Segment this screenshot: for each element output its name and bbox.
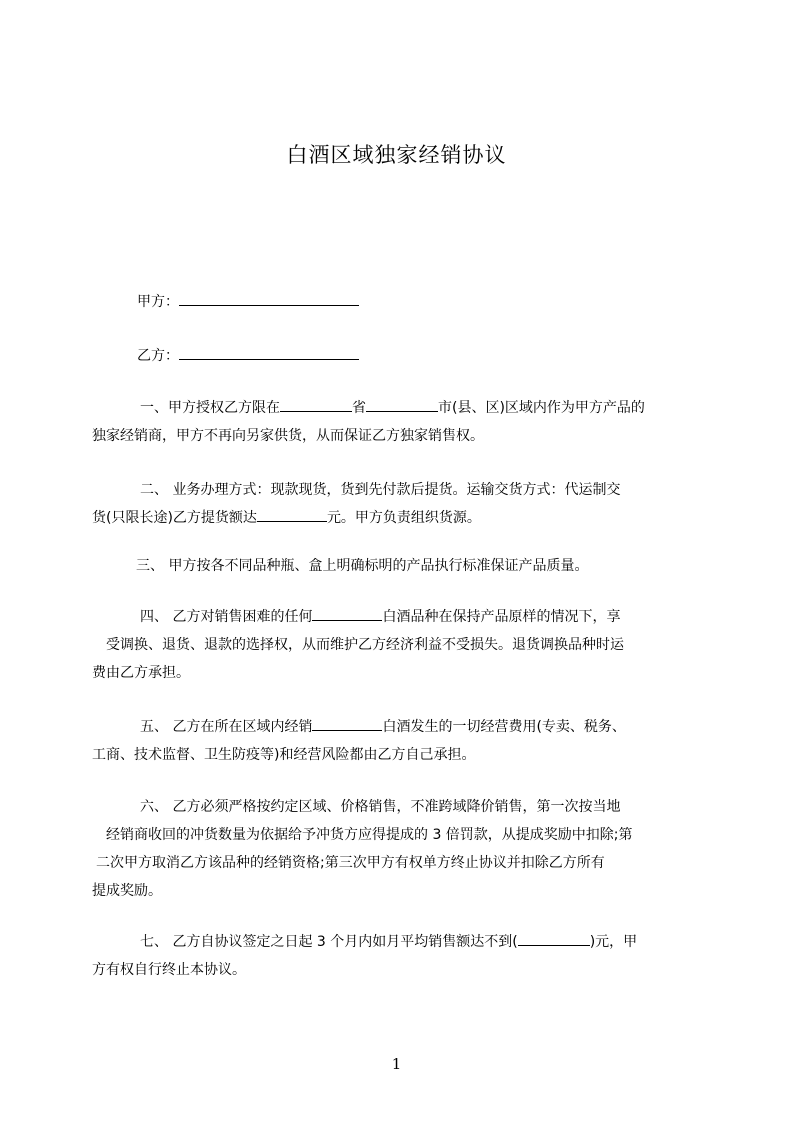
party-b-blank — [179, 345, 359, 360]
page-number: 1 — [391, 1055, 402, 1073]
clause-7-line-2: 方有权自行终止本协议。 — [92, 962, 246, 978]
party-a-label: 甲方： — [137, 294, 179, 310]
clause-6-line-3: 二次甲方取消乙方该品种的经销资格;第三次甲方有权单方终止协议并扣除乙方所有 — [96, 855, 605, 871]
party-b-row — [137, 345, 359, 366]
party-a-blank — [179, 291, 359, 306]
clause-6-line-2: 经销商收回的冲货数量为依据给予冲货方应得提成的 3 倍罚款，从提成奖励中扣除;第 — [106, 827, 633, 843]
clause-4-line-3: 费由乙方承担。 — [92, 665, 190, 681]
clause-2-text-b: 元。甲方负责组织货源。 — [326, 510, 481, 526]
clause-4-line-2: 受调换、退货、退款的选择权，从而维护乙方经济利益不受损失。退货调换品种时运 — [106, 637, 624, 653]
product-blank — [312, 606, 382, 621]
province-blank — [280, 397, 352, 412]
clause-4-text-b: 白酒品种在保持产品原样的情况下，享 — [382, 609, 621, 625]
clause-7-text-a: 七、 乙方自协议签定之日起 3 个月内如月平均销售额达不到( — [140, 934, 518, 950]
clause-4 — [92, 603, 700, 687]
clause-1-line-1 — [92, 394, 700, 422]
clause-6 — [92, 793, 700, 905]
amount-blank — [257, 507, 327, 522]
clause-2-line-1: 二、 业务办理方式：现款现货，货到先付款后提货。运输交货方式：代运制交 — [140, 482, 621, 498]
clause-7 — [92, 928, 700, 984]
liquor-blank — [312, 716, 382, 731]
clause-1 — [92, 394, 700, 450]
clause-7-text-b: )元，甲 — [589, 934, 638, 950]
clause-1-text-c: 市(县、区)区域内作为甲方产品的 — [438, 400, 645, 416]
party-a-row — [137, 291, 359, 312]
clause-2-line-2 — [92, 504, 700, 532]
clause-5-text-b: 白酒发生的一切经营费用(专卖、税务、 — [382, 719, 626, 735]
clause-1-text-b: 省 — [352, 400, 366, 416]
clause-5-text-a: 五、 乙方在所在区域内经销 — [140, 719, 313, 735]
clause-7-line-1 — [92, 928, 700, 956]
clause-1-text-a: 一、甲方授权乙方限在 — [140, 400, 280, 416]
clause-4-line-1 — [92, 603, 700, 631]
clause-3-line-1: 三、 甲方按各不同品种瓶、盒上明确标明的产品执行标准保证产品质量。 — [136, 558, 589, 574]
clause-1-line-2: 独家经销商，甲方不再向另家供货，从而保证乙方独家销售权。 — [92, 428, 484, 444]
city-blank — [366, 397, 438, 412]
clause-2 — [92, 476, 700, 532]
clause-2-text-a: 货(只限长途)乙方提货额达 — [92, 510, 257, 526]
clause-5-line-2: 工商、技术监督、卫生防疫等)和经营风险都由乙方自己承担。 — [92, 747, 476, 763]
party-b-label: 乙方： — [137, 348, 179, 364]
clause-5-line-1 — [92, 713, 700, 741]
clause-5 — [92, 713, 700, 769]
clause-3 — [92, 552, 700, 580]
clause-6-line-1: 六、 乙方必须严格按约定区域、价格销售，不准跨域降价销售，第一次按当地 — [140, 799, 621, 815]
clause-4-text-a: 四、 乙方对销售困难的任何 — [140, 609, 313, 625]
sales-amount-blank — [518, 931, 590, 946]
clause-6-line-4: 提成奖励。 — [92, 883, 162, 899]
document-title: 白酒区域独家经销协议 — [286, 143, 507, 167]
